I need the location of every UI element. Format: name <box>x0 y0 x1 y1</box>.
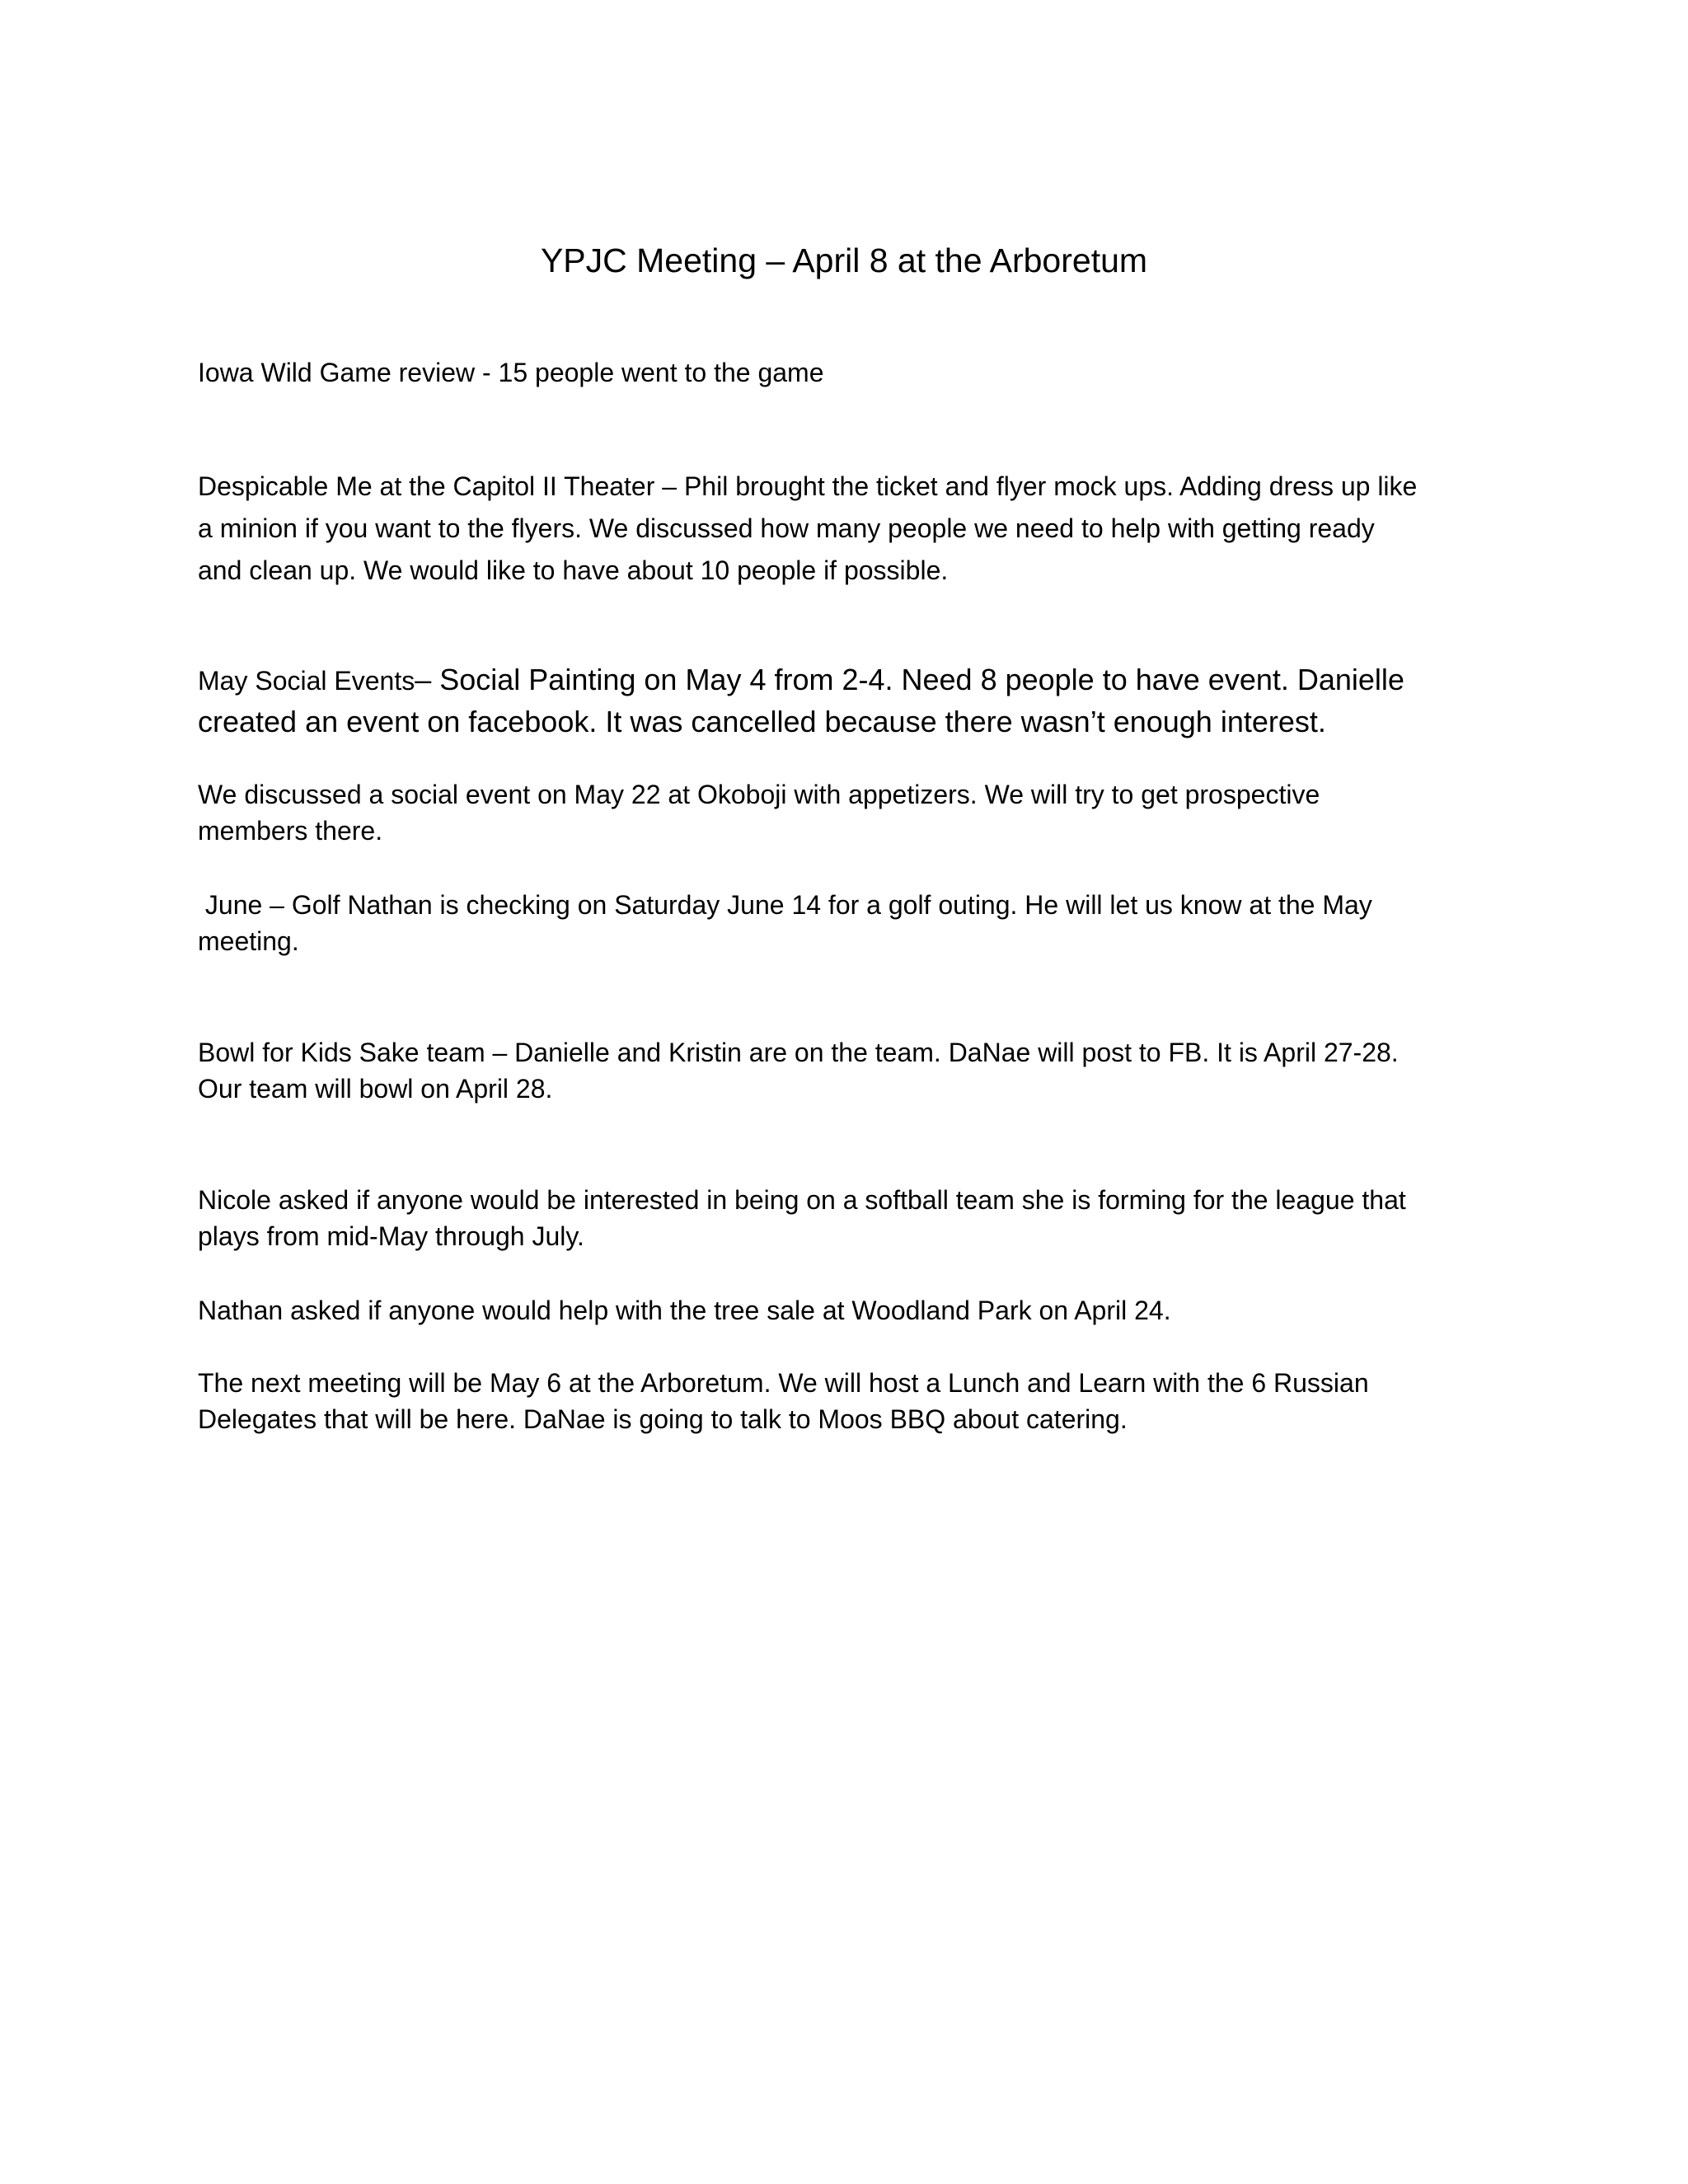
paragraph-line: We discussed a social event on May 22 at Okoboji with appetizers. We will try to get prospective <box>198 780 1320 809</box>
paragraph-iowa-wild-review <box>198 354 1500 391</box>
paragraph-line: Nicole asked if anyone would be interested in being on a softball team she is forming for the league that <box>198 1185 1406 1215</box>
paragraph-line: – Social Painting on May 4 from 2-4. Need 8 people to have event. Danielle <box>415 663 1404 696</box>
paragraph-june-golf <box>198 887 1500 959</box>
paragraph-line: Nathan asked if anyone would help with the tree sale at Woodland Park on April 24. <box>198 1296 1171 1325</box>
paragraph-line: members there. <box>198 816 383 846</box>
paragraph-line: plays from mid-May through July. <box>198 1221 584 1251</box>
paragraph-lead: May Social Events <box>198 666 415 696</box>
paragraph-line: created an event on facebook. It was cancelled because there wasn’t enough interest. <box>198 705 1326 738</box>
paragraph-line: meeting. <box>198 926 299 956</box>
paragraph-line: June – Golf Nathan is checking on Saturday June 14 for a golf outing. He will let us know at the May <box>198 890 1372 920</box>
paragraph-may-social-events <box>198 659 1500 742</box>
paragraph-tree-sale <box>198 1292 1500 1329</box>
paragraph-line: Iowa Wild Game review - 15 people went to the game <box>198 358 824 387</box>
paragraph-line: Delegates that will be here. DaNae is going to talk to Moos BBQ about catering. <box>198 1404 1128 1434</box>
paragraph-line: The next meeting will be May 6 at the Arboretum. We will host a Lunch and Learn with the 6 Russian <box>198 1368 1369 1398</box>
paragraph-bowl-for-kids-sake <box>198 1034 1500 1107</box>
paragraph-softball-team <box>198 1182 1500 1254</box>
paragraph-okoboji-social <box>198 776 1500 849</box>
paragraph-despicable-me <box>198 466 1500 592</box>
paragraph-line: a minion if you want to the flyers. We discussed how many people we need to help with getting ready <box>198 513 1375 543</box>
paragraph-line: Bowl for Kids Sake team – Danielle and Kristin are on the team. DaNae will post to FB. It is April 27-28. <box>198 1038 1399 1067</box>
paragraph-line: and clean up. We would like to have about 10 people if possible. <box>198 555 949 585</box>
document-title: YPJC Meeting – April 8 at the Arboretum <box>540 241 1148 279</box>
paragraph-line: Despicable Me at the Capitol II Theater – Phil brought the ticket and flyer mock ups. Adding dress up like <box>198 471 1418 501</box>
paragraph-next-meeting <box>198 1365 1500 1437</box>
paragraph-line: Our team will bowl on April 28. <box>198 1074 553 1104</box>
